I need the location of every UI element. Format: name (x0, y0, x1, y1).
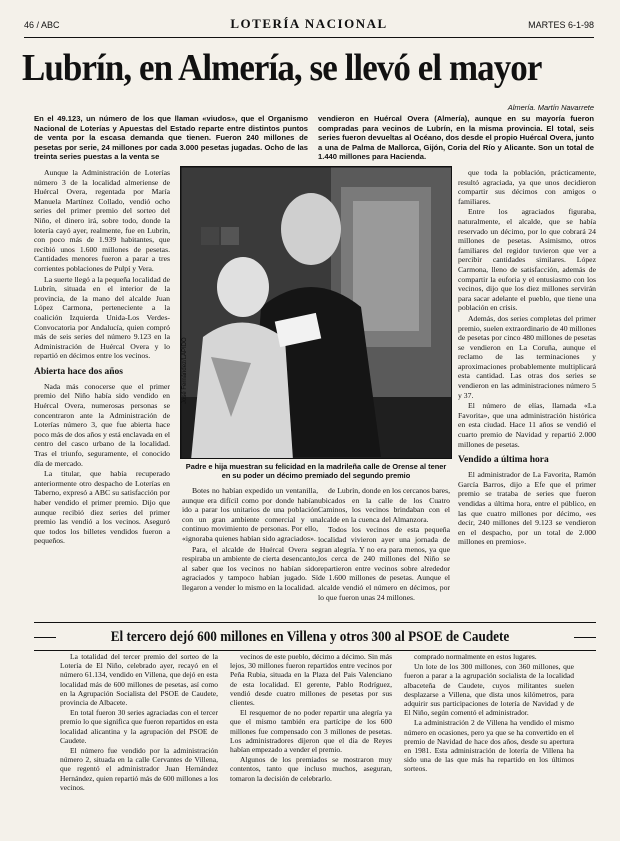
box-rule-bottom (34, 650, 596, 651)
lead-paragraph-right: vendieron en Huércal Overa (Almería), aunque en su mayoría fueron compradas para vecinos de Lubrín, en la misma provincia. El total, seis series fueron devueltas al Océano, dos desde el propio Huércal Overa, junto a una de Palma de Mallorca, Gijón, Coria del Río y Alicante. Son un total de 1.440 millones para Hacienda. (318, 114, 594, 162)
paragraph: La suerte llegó a la pequeña localidad de Lubrín, situada en el interior de la provincia, de la mano del alcalde Juan López Carmona, perteneciente a la coalición Izquierda Unida-Los Verdes-Convocatoria por Andalucía, quien compró más de seis series del número 9.123 en la Administración de Huércal Overa y lo repartió en décimos entre los vecinos. (34, 274, 170, 361)
paragraph: La totalidad del tercer premio del sorteo de la Lotería de El Niño, celebrado ayer, recayó en el número 61.134, vendido en Villena, que dejó en esta localidad más de 600 millones de pesetas, así como en la Agrupación Socialista del PSOE de Caudete, provincia de Albacete. (60, 652, 218, 708)
paragraph: La administración 2 de Villena ha vendido el mismo número en ocasiones, pero ya que se ha convertido en el premio de Navidad de hace dos años, desde su apertura en 1981. Esta administración de lotería de Villena ha sido una de las que más ha repartido en los últimos sorteos. (404, 718, 574, 774)
page-header (24, 14, 594, 38)
paragraph: Botes no habían expedido un ventanilla, aunque era difícil como por donde habían ido a parar los unitarios de una población con un gran ambiente comercial y un continuo movimiento de personas. Por ello, «ignoraba quienes habían sido agraciados». (182, 486, 318, 543)
paragraph: La titular, que había recuperado anteriormente otro despacho de Loterías en Taberno, expresó a ABC su satisfacción por haber vendido el primer premio. Dijo que aunque recibió diez series del primer premio las vendió a los vecinos. Aseguró que todos los billetes vendidos fueron a pequeños. (34, 469, 170, 546)
paragraph: Nada más conocerse que el primer premio del Niño había sido vendido en Huércal Overa, numerosas personas se concentraron ante la Administración de Loterías número 3, que fue abierta hace poco más de dos años y está enclavada en el centro del casco urbano de la localidad. Tras el triunfo, seguramente, el conocido día de mercado. (34, 381, 170, 468)
paragraph: Algunos de los premiados se mostraron muy contentos, tanto que incluso muchos, aseguran, tomaron la decisión de celebrarlo. (230, 755, 392, 783)
paragraph: Todos los vecinos de esta pequeña localidad vivieron ayer una jornada de gran alegría. Y no era para menos, ya que los cerca de 240 millones del Niño se repartieron entre vecinos sobre alrededor de 1.600 millones de pesetas. Aunque el alcalde vendió el número en décimos, por lo que fueron unas 24 millones. (318, 525, 450, 602)
paragraph: El administrador de La Favorita, Ramón García Barros, dijo a Efe que el primer premio se trataba de series que fueron vendidas a última hora, entre el público, en las que cuatro millones por décimo, «es decir, 240 millones del 9.123 se vendieron en el despacho, por un total de 2.000 millones en premios». (458, 470, 596, 547)
paragraph: Aunque la Administración de Loterías número 3 de la localidad almeriense de Huércal Overa, regentada por María Manuela Martínez Collado, vendió ocho series del primer premio del sorteo del Niño, el dinero irá, sobre todo, donde la lotería cayó ayer, realmente, fue en Lubrín, con poco más de 1.939 habitantes, que recibió unos 1.600 millones de pesetas. Cantidades menores fueron a parar a tres corrientes poblaciones de Pulpí y Vera. (34, 168, 170, 273)
issue-date: MARTES 6-1-98 (528, 20, 594, 30)
box-headline: El tercero dejó 600 millones en Villena y otros 300 al PSOE de Caudete (110, 629, 510, 645)
paragraph: de Lubrín, donde en los cercanos bares, ubicados en la calle de los Cuatro Caminos, los vecinos brindaban con el alcalde en la cuenca del Almanzora. (318, 486, 450, 524)
paragraph: El número de elías, llamada «La Favorita», que una administración histórica en esta ciudad. Hace 11 años se vendió el cuarto premio de Navidad y repartió 2.000 millones de pesetas. (458, 401, 596, 449)
paragraph: Entre los agraciados figuraba, naturalmente, el alcalde, que se había reservado un décimo, por lo que cobrará 24 millones de pesetas. Asimismo, otros familiares del regidor tuvieron que ver a percibir cantidades similares. López Carmona, lleno de satisfacción, además de compartir la euforia y el entusiasmo con los vecinos, dijo que los diez millones servirán para sacar adelante el pueblo, que tiene una población en crisis. (458, 207, 596, 313)
paragraph: En total fueron 30 series agraciadas con el tercer premio lo que significa que fueron repartidos en esta localidad alicantina y la agrupación del PSOE de Caudete. (60, 708, 218, 745)
paragraph: Para, el alcalde de Huércal Overa se respiraba un ambiente de cierta desencanto, al saber que los vecinos no habían sido agraciados y tampoco habían jugado. Sí llegaron a vender lo mismo en la localidad. (182, 544, 318, 592)
paragraph: vecinos de este pueblo, décimo a décimo. Sin más lejos, 30 millones fueron repartidos entre vecinos por Peña Rubia, situada en la Plaza del Pais Valenciano de esta localidad. El gerente, Pablo Rodríguez, vendió desde cuatro millones de pesetas por sus clientes. (230, 652, 392, 708)
title-dash-right (574, 637, 596, 638)
subheading: Abierta hace dos años (34, 366, 123, 377)
headline: Lubrín, en Almería, se llevó el mayor (22, 47, 542, 89)
paragraph: Un lote de los 300 millones, con 360 millones, que fueron a parar a la agrupación socialista de la localidad albaceteña de Caudete, cuyos militantes suelen desplazarse a Villena, que dista unos kilómetros, para adquirir sus participaciones de lotería de Navidad y de El Niño, según comentó el administrador. (404, 662, 574, 718)
paragraph: Además, dos series completas del primer premio, suelen extraordinario de 40 millones de pesetas por cinco 480 millones de pesetas se vendieron en La Coruña, aunque el reclamo de las terminaciones y aproximaciones probablemente multiplicará esta cantidad. Las otras dos series se vendieron en las administraciones número 5 y 37. (458, 313, 596, 400)
photo-caption: Padre e hija muestran su felicidad en la madrileña calle de Orense al tener en su poder un décimo premiado del segundo premio (185, 462, 447, 480)
article-column-1 (34, 168, 170, 620)
box-rule-top (34, 622, 596, 623)
section-title: LOTERÍA NACIONAL (230, 16, 388, 31)
photo-image (181, 167, 452, 459)
article-column-3 (318, 486, 450, 618)
paragraph: El número fue vendido por la administración número 2, situada en la calle Cervantes de Villena, que regentó el administrador Juan Hernández Hernández, quien repartió más de 600 millones a los vecinos. (60, 746, 218, 792)
paragraph: comprado normalmente en estos lugares. (414, 652, 537, 661)
article-column-4 (458, 168, 596, 620)
article-column-2 (182, 486, 318, 618)
paragraph: El resquemor de no poder repartir una alegría ya que el mismo también era partícipe de los 600 millones fue compensado con 3 millones de pesetas. Los administradores dijeron que el día de Reyes habían empezado a vender el premio. (230, 708, 392, 755)
paragraph: que toda la población, prácticamente, resultó agraciada, ya que unos decidieron compartir sus décimos con amigos o familiares. (458, 168, 596, 206)
box-column-1 (60, 652, 218, 832)
box-column-2 (230, 652, 392, 832)
photo-credit: José Fernández/LAPIDO (182, 337, 188, 404)
page-number: 46 / ABC (24, 20, 60, 30)
subheading: Vendido a última hora (458, 455, 549, 466)
news-photo (180, 166, 452, 459)
byline: Almería. Martín Navarrete (507, 103, 594, 112)
lead-paragraph-left: En el 49.123, un número de los que llaman «viudos», que el Organismo Nacional de Loterías y Apuestas del Estado reparte entre distintos puntos de venta por la escasa demanda que tienen. Fueron 240 millones de pesetas por serie, 24 millones por cada 3.000 pesetas jugadas. Ocho de las treinta series puestas a la venta se (34, 114, 308, 162)
box-column-3 (404, 652, 574, 832)
